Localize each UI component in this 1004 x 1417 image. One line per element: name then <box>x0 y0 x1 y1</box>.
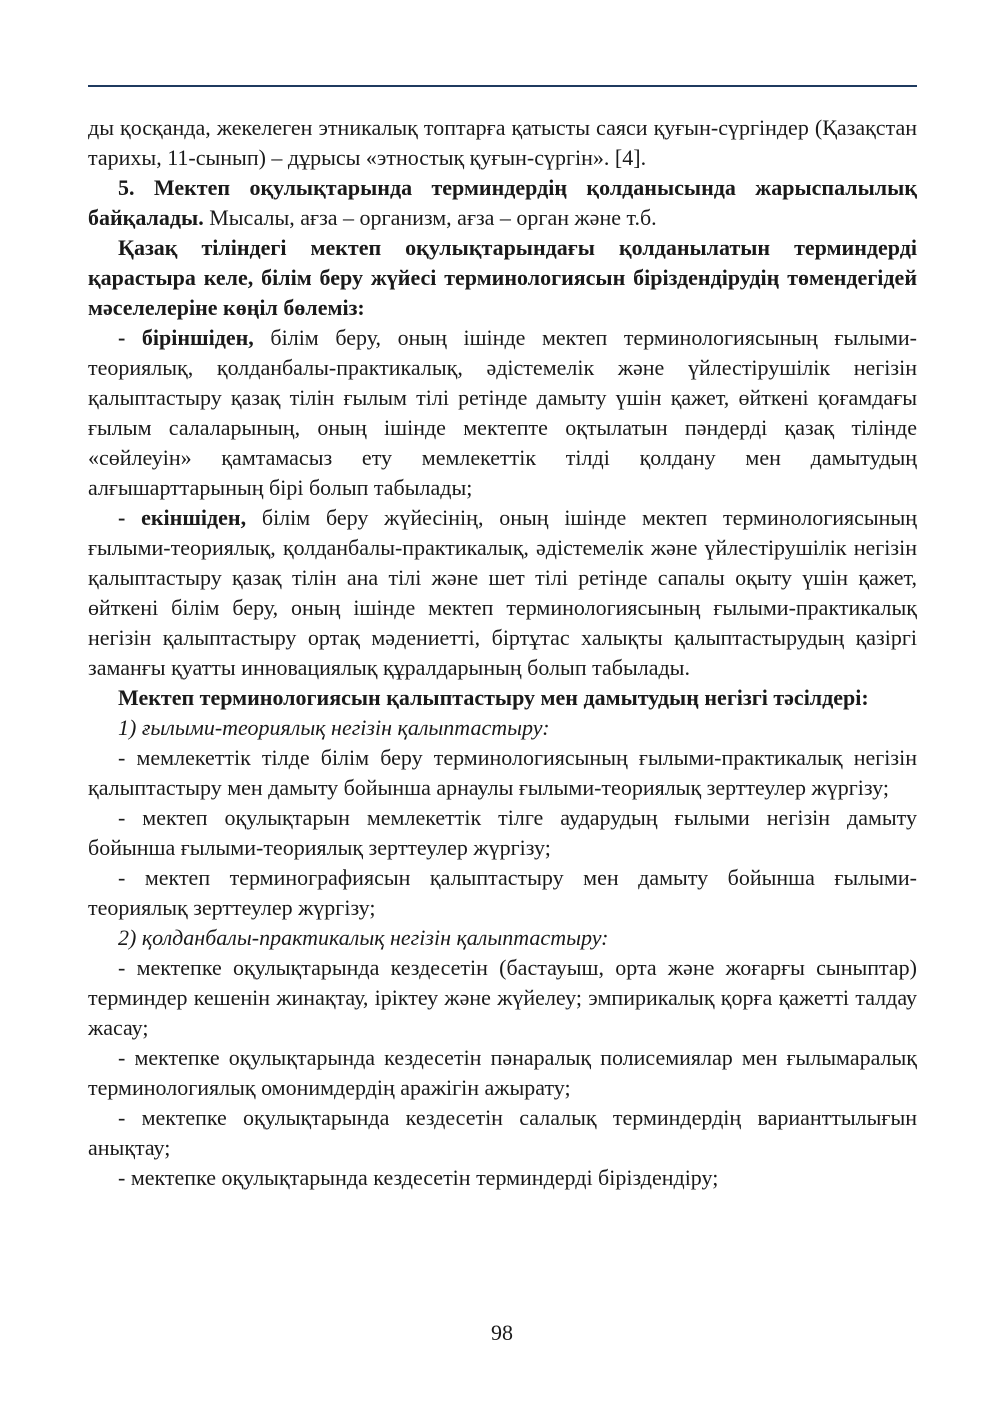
bold-lead: - біріншіден, <box>118 325 254 350</box>
section-heading: Қазақ тіліндегі мектеп оқулықтарындағы қолданылатын терминдерді қарастыра келе, білім беру жүйесі терминологиясын біріздендірудің төмендегідей мәселелеріне көңіл бөлеміз: <box>88 235 917 320</box>
bold-lead: 5. Мектеп оқулықтарында терминдердің қолданысында жарыспалылық байқалады. <box>88 175 917 230</box>
list-item: - мектепке оқулықтарында кездесетін терминдерді біріздендіру; <box>118 1165 719 1190</box>
list-item: - мектеп оқулықтарын мемлекеттік тілге аударудың ғылыми негізін дамыту бойынша ғылыми-теориялық зерттеулер жүргізу; <box>88 805 917 860</box>
paragraph <box>88 503 917 683</box>
list-item: - мемлекеттік тілде білім беру терминологиясының ғылыми-практикалық негізін қалыптастыру мен дамыту бойынша арнаулы ғылыми-теориялық зерттеулер жүргізу; <box>88 745 917 800</box>
paragraph <box>88 173 917 233</box>
paragraph-text: Мысалы, ағза – организм, ағза – орган және т.б. <box>203 205 657 230</box>
page-body <box>88 113 917 1193</box>
paragraph: ды қосқанда, жекелеген этникалық топтарға қатысты саяси қуғын-сүргіндер (Қазақстан тарихы, 11-сынып) – дұрысы «этностық қуғын-сүргін». [4]. <box>88 115 917 170</box>
list-item: - мектепке оқулықтарында кездесетін пәнаралық полисемиялар мен ғылымаралық терминологиялық омонимдердің аражігін ажырату; <box>88 1045 917 1100</box>
section-heading: Мектеп терминологиясын қалыптастыру мен дамытудың негізгі тәсілдері: <box>118 685 869 710</box>
subheading: 1) ғылыми-теориялық негізін қалыптастыру: <box>118 715 550 740</box>
paragraph-text: білім беру, оның ішінде мектеп терминологиясының ғылыми-теориялық, қолданбалы-практикалық, әдістемелік және үйлестірушілік негізін қалыптастыру қазақ тілін ғылым тілі ретінде дамыту үшін қажет, өйткені қоғамдағы ғылым салаларының, оның ішінде мектепте оқтылатын пәндерді қазақ тілінде «сөйлеуін» қамтамасыз ету мемлекеттік тілді қолдану мен дамытудың алғышарттарының бірі болып табылады; <box>88 325 917 500</box>
subheading: 2) қолданбалы-практикалық негізін қалыптастыру: <box>118 925 609 950</box>
paragraph <box>88 323 917 503</box>
paragraph-text: білім беру жүйесінің, оның ішінде мектеп терминологиясының ғылыми-теориялық, қолданбалы-практикалық, әдістемелік және үйлестірушілік негізін қалыптастыру қазақ тілін ана тілі және шет тілі ретінде сапалы оқыту үшін қажет, өйткені білім беру, оның ішінде мектеп терминологиясының ғылыми-практикалық негізін қалыптастыру ортақ мәдениетті, біртұтас халықты қалыптастырудың қазіргі заманғы қуатты инновациялық құралдарының болып табылады. <box>88 505 917 680</box>
bold-lead: - екіншіден, <box>118 505 247 530</box>
list-item: - мектепке оқулықтарында кездесетін (бастауыш, орта және жоғарғы сыныптар) терминдер кешенін жинақтау, іріктеу және жүйелеу; эмпирикалық қорға қажетті талдау жасау; <box>88 955 917 1040</box>
list-item: - мектепке оқулықтарында кездесетін салалық терминдердің варианттылығын анықтау; <box>88 1105 917 1160</box>
header-rule <box>88 85 917 87</box>
list-item: - мектеп терминографиясын қалыптастыру мен дамыту бойынша ғылыми-теориялық зерттеулер жүргізу; <box>88 865 917 920</box>
page-number: 98 <box>491 1320 513 1345</box>
